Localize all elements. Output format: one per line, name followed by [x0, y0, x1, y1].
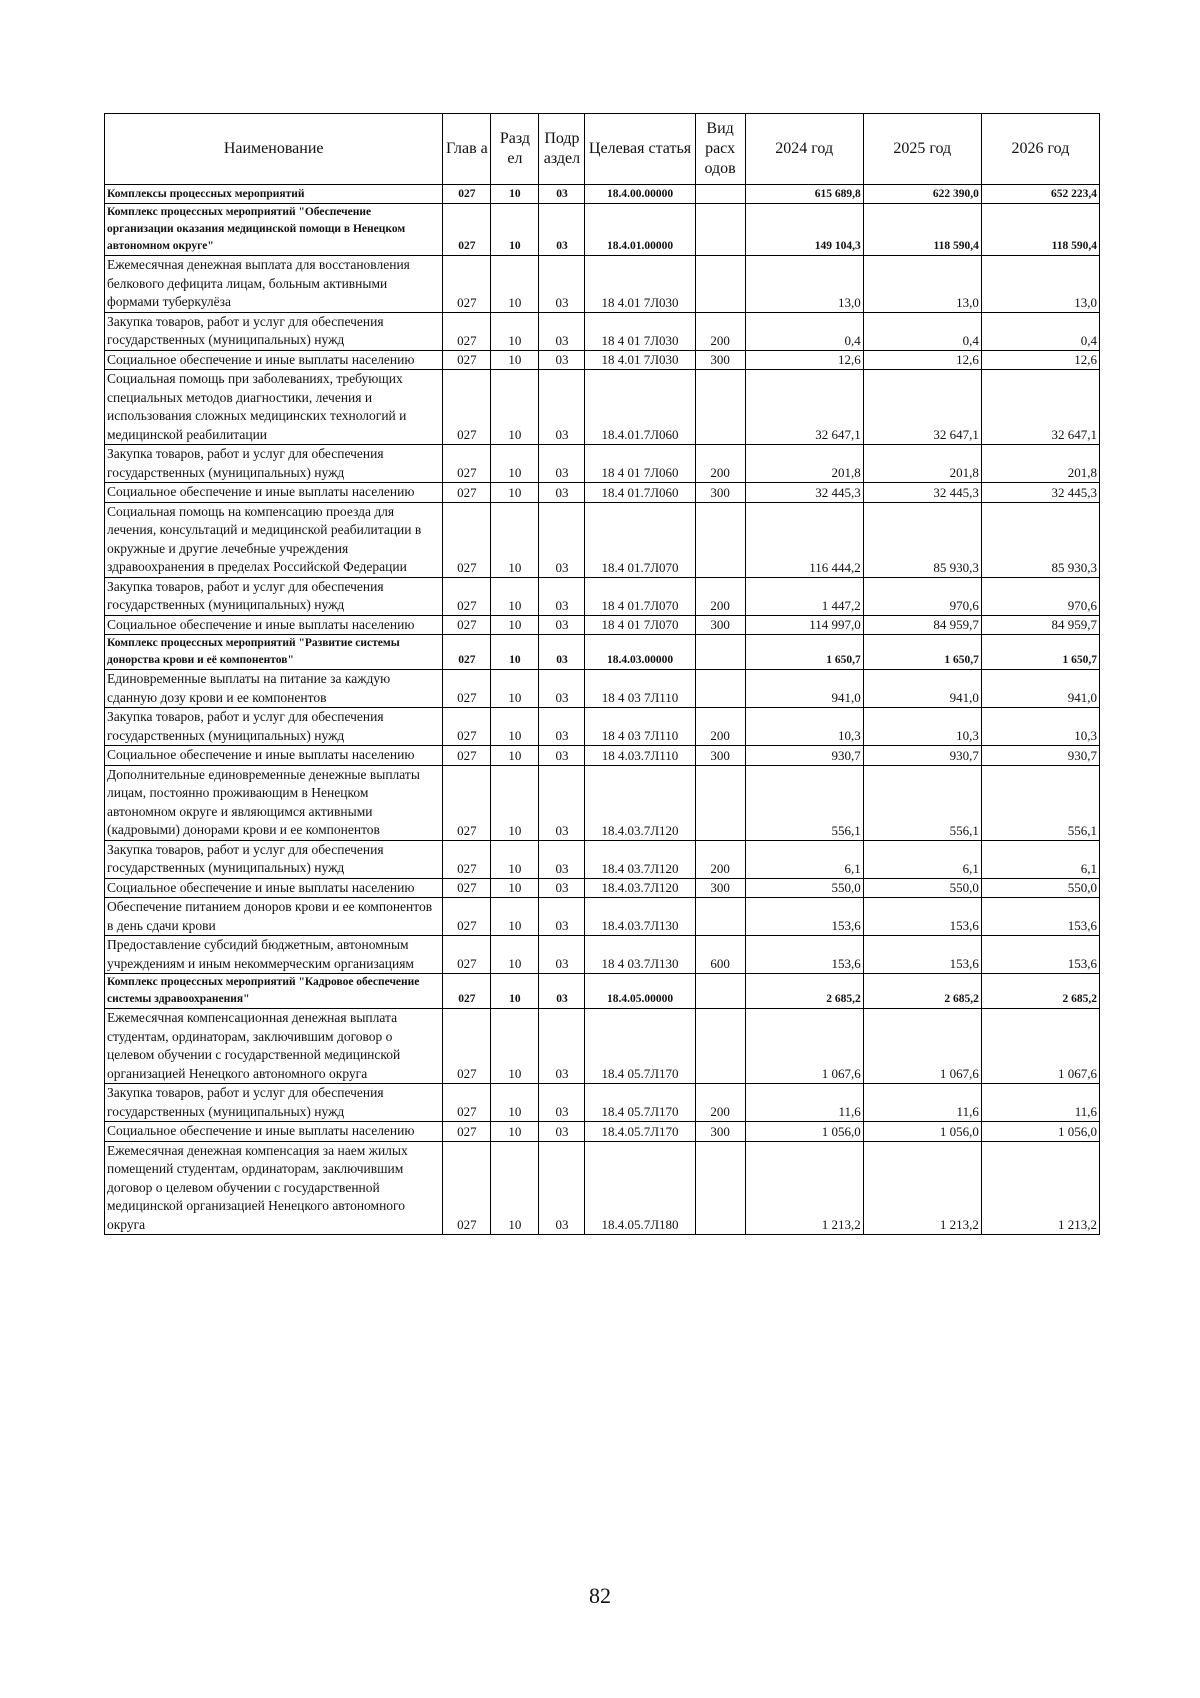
row-2025-value-cell: 556,1: [863, 765, 981, 840]
row-expense-type-cell: [695, 670, 745, 708]
row-2024-value-cell: 556,1: [745, 765, 863, 840]
row-target-article-cell: 18.4.03.7Л120: [585, 765, 695, 840]
table-row: [105, 635, 1100, 670]
row-glava-cell: 027: [443, 483, 491, 503]
table-row: [105, 370, 1100, 445]
row-target-article-cell: 18.4.00.00000: [585, 185, 695, 204]
row-target-article-cell: 18.4 01.7Л070: [585, 502, 695, 577]
row-2026-value-cell: 153,6: [981, 936, 1099, 974]
row-target-article-cell: 18.4 05.7Л170: [585, 1084, 695, 1122]
table-row: [105, 1141, 1100, 1235]
row-glava-cell: 027: [443, 502, 491, 577]
row-2025-value-cell: 13,0: [863, 256, 981, 313]
row-2024-value-cell: 149 104,3: [745, 204, 863, 256]
row-razdel-cell: 10: [491, 483, 539, 503]
row-target-article-cell: 18 4.01 7Л030: [585, 256, 695, 313]
header-year-2025: 2025 год: [863, 114, 981, 185]
table-row: [105, 1009, 1100, 1084]
row-target-article-cell: 18.4.05.7Л170: [585, 1122, 695, 1142]
row-2025-value-cell: 1 213,2: [863, 1141, 981, 1235]
row-2024-value-cell: 13,0: [745, 256, 863, 313]
row-podrazdel-cell: 03: [539, 312, 585, 350]
table-row: [105, 840, 1100, 878]
row-target-article-cell: 18 4 03.7Л130: [585, 936, 695, 974]
row-podrazdel-cell: 03: [539, 185, 585, 204]
row-2025-value-cell: 11,6: [863, 1084, 981, 1122]
row-2026-value-cell: 118 590,4: [981, 204, 1099, 256]
row-2024-value-cell: 153,6: [745, 936, 863, 974]
row-name-cell: Социальная помощь на компенсацию проезда для лечения, консультаций и медицинской реабилитации в окружные и другие лечебные учреждения здравоохранения в пределах Российской Федерации: [105, 502, 443, 577]
table-row: [105, 483, 1100, 503]
row-2024-value-cell: 6,1: [745, 840, 863, 878]
row-name-cell: Дополнительные единовременные денежные выплаты лицам, постоянно проживающим в Ненецком автономном округе и являющимся активными (кадровыми) донорами крови и ее компонентов: [105, 765, 443, 840]
row-2024-value-cell: 32 445,3: [745, 483, 863, 503]
row-2026-value-cell: 1 213,2: [981, 1141, 1099, 1235]
row-name-cell: Социальное обеспечение и иные выплаты населению: [105, 615, 443, 635]
row-2025-value-cell: 32 647,1: [863, 370, 981, 445]
row-expense-type-cell: 300: [695, 1122, 745, 1142]
row-podrazdel-cell: 03: [539, 898, 585, 936]
row-glava-cell: 027: [443, 350, 491, 370]
header-year-2026: 2026 год: [981, 114, 1099, 185]
row-podrazdel-cell: 03: [539, 746, 585, 766]
row-target-article-cell: 18.4 05.7Л170: [585, 1009, 695, 1084]
row-2025-value-cell: 1 067,6: [863, 1009, 981, 1084]
row-target-article-cell: 18.4.01.00000: [585, 204, 695, 256]
row-target-article-cell: 18 4 01.7Л070: [585, 577, 695, 615]
table-row: [105, 898, 1100, 936]
row-target-article-cell: 18.4.03.7Л130: [585, 898, 695, 936]
row-podrazdel-cell: 03: [539, 483, 585, 503]
row-2024-value-cell: 930,7: [745, 746, 863, 766]
row-glava-cell: 027: [443, 615, 491, 635]
row-razdel-cell: 10: [491, 974, 539, 1009]
row-2024-value-cell: 153,6: [745, 898, 863, 936]
table-row: [105, 350, 1100, 370]
row-podrazdel-cell: 03: [539, 840, 585, 878]
header-year-2024: 2024 год: [745, 114, 863, 185]
row-2024-value-cell: 1 067,6: [745, 1009, 863, 1084]
row-razdel-cell: 10: [491, 765, 539, 840]
row-razdel-cell: 10: [491, 577, 539, 615]
row-razdel-cell: 10: [491, 1084, 539, 1122]
row-expense-type-cell: 200: [695, 312, 745, 350]
row-glava-cell: 027: [443, 765, 491, 840]
row-2025-value-cell: 970,6: [863, 577, 981, 615]
row-name-cell: Закупка товаров, работ и услуг для обеспечения государственных (муниципальных) нужд: [105, 840, 443, 878]
row-glava-cell: 027: [443, 312, 491, 350]
row-2025-value-cell: 85 930,3: [863, 502, 981, 577]
row-2025-value-cell: 153,6: [863, 898, 981, 936]
row-2024-value-cell: 1 447,2: [745, 577, 863, 615]
row-razdel-cell: 10: [491, 204, 539, 256]
row-2026-value-cell: 0,4: [981, 312, 1099, 350]
row-2025-value-cell: 6,1: [863, 840, 981, 878]
row-razdel-cell: 10: [491, 370, 539, 445]
table-row: [105, 974, 1100, 1009]
row-name-cell: Закупка товаров, работ и услуг для обеспечения государственных (муниципальных) нужд: [105, 1084, 443, 1122]
table-row: [105, 445, 1100, 483]
row-glava-cell: 027: [443, 445, 491, 483]
row-glava-cell: 027: [443, 840, 491, 878]
row-expense-type-cell: 300: [695, 483, 745, 503]
row-2026-value-cell: 941,0: [981, 670, 1099, 708]
row-2026-value-cell: 930,7: [981, 746, 1099, 766]
header-row: [105, 114, 1100, 185]
row-podrazdel-cell: 03: [539, 1009, 585, 1084]
table-row: [105, 708, 1100, 746]
row-target-article-cell: 18.4.05.7Л180: [585, 1141, 695, 1235]
table-row: [105, 1122, 1100, 1142]
row-razdel-cell: 10: [491, 878, 539, 898]
row-podrazdel-cell: 03: [539, 1141, 585, 1235]
row-2026-value-cell: 32 647,1: [981, 370, 1099, 445]
row-target-article-cell: 18 4 03 7Л110: [585, 670, 695, 708]
row-expense-type-cell: [695, 256, 745, 313]
row-expense-type-cell: 300: [695, 746, 745, 766]
table-row: [105, 765, 1100, 840]
row-name-cell: Социальное обеспечение и иные выплаты населению: [105, 483, 443, 503]
table-row: [105, 746, 1100, 766]
row-2026-value-cell: 6,1: [981, 840, 1099, 878]
row-2025-value-cell: 2 685,2: [863, 974, 981, 1009]
row-podrazdel-cell: 03: [539, 936, 585, 974]
row-name-cell: Ежемесячная денежная выплата для восстановления белкового дефицита лицам, больным активными формами туберкулёза: [105, 256, 443, 313]
row-2025-value-cell: 941,0: [863, 670, 981, 708]
row-2024-value-cell: 12,6: [745, 350, 863, 370]
row-target-article-cell: 18.4.03.7Л120: [585, 878, 695, 898]
row-razdel-cell: 10: [491, 1122, 539, 1142]
row-target-article-cell: 18.4.01.7Л060: [585, 370, 695, 445]
row-expense-type-cell: [695, 765, 745, 840]
header-target-article: Целевая статья: [585, 114, 695, 185]
row-2024-value-cell: 10,3: [745, 708, 863, 746]
row-2026-value-cell: 1 056,0: [981, 1122, 1099, 1142]
row-podrazdel-cell: 03: [539, 370, 585, 445]
row-2026-value-cell: 11,6: [981, 1084, 1099, 1122]
row-target-article-cell: 18.4.05.00000: [585, 974, 695, 1009]
row-2025-value-cell: 153,6: [863, 936, 981, 974]
row-2024-value-cell: 32 647,1: [745, 370, 863, 445]
row-podrazdel-cell: 03: [539, 615, 585, 635]
row-podrazdel-cell: 03: [539, 974, 585, 1009]
row-expense-type-cell: 200: [695, 1084, 745, 1122]
row-razdel-cell: 10: [491, 350, 539, 370]
row-expense-type-cell: 200: [695, 840, 745, 878]
row-2024-value-cell: 1 056,0: [745, 1122, 863, 1142]
row-razdel-cell: 10: [491, 445, 539, 483]
row-name-cell: Предоставление субсидий бюджетным, автономным учреждениям и иным некоммерческим организациям: [105, 936, 443, 974]
row-name-cell: Закупка товаров, работ и услуг для обеспечения государственных (муниципальных) нужд: [105, 445, 443, 483]
row-expense-type-cell: [695, 635, 745, 670]
row-glava-cell: 027: [443, 577, 491, 615]
row-razdel-cell: 10: [491, 746, 539, 766]
table-row: [105, 256, 1100, 313]
row-2024-value-cell: 1 650,7: [745, 635, 863, 670]
row-podrazdel-cell: 03: [539, 502, 585, 577]
table-row: [105, 936, 1100, 974]
row-2025-value-cell: 1 056,0: [863, 1122, 981, 1142]
row-2026-value-cell: 550,0: [981, 878, 1099, 898]
row-razdel-cell: 10: [491, 312, 539, 350]
row-razdel-cell: 10: [491, 936, 539, 974]
row-2024-value-cell: 201,8: [745, 445, 863, 483]
header-name: Наименование: [105, 114, 443, 185]
row-razdel-cell: 10: [491, 635, 539, 670]
row-2026-value-cell: 556,1: [981, 765, 1099, 840]
row-name-cell: Социальная помощь при заболеваниях, требующих специальных методов диагностики, лечения и использования сложных медицинских технологий и медицинской реабилитации: [105, 370, 443, 445]
row-razdel-cell: 10: [491, 708, 539, 746]
row-2025-value-cell: 930,7: [863, 746, 981, 766]
row-2024-value-cell: 941,0: [745, 670, 863, 708]
row-razdel-cell: 10: [491, 840, 539, 878]
row-name-cell: Комплексы процессных мероприятий: [105, 185, 443, 204]
row-podrazdel-cell: 03: [539, 708, 585, 746]
row-2025-value-cell: 1 650,7: [863, 635, 981, 670]
row-name-cell: Комплекс процессных мероприятий "Обеспечение организации оказания медицинской помощи в Ненецком автономном округе": [105, 204, 443, 256]
row-target-article-cell: 18.4 01.7Л060: [585, 483, 695, 503]
row-expense-type-cell: [695, 185, 745, 204]
row-razdel-cell: 10: [491, 1141, 539, 1235]
row-2026-value-cell: 2 685,2: [981, 974, 1099, 1009]
row-2025-value-cell: 10,3: [863, 708, 981, 746]
row-glava-cell: 027: [443, 1009, 491, 1084]
row-name-cell: Ежемесячная денежная компенсация за наем жилых помещений студентам, ординаторам, заключившим договор о целевом обучении с государственной медицинской организацией Ненецкого автономного округа: [105, 1141, 443, 1235]
row-podrazdel-cell: 03: [539, 1122, 585, 1142]
row-2026-value-cell: 84 959,7: [981, 615, 1099, 635]
row-2026-value-cell: 13,0: [981, 256, 1099, 313]
row-razdel-cell: 10: [491, 502, 539, 577]
page-number: 82: [589, 1583, 611, 1608]
row-name-cell: Комплекс процессных мероприятий "Кадровое обеспечение системы здравоохранения": [105, 974, 443, 1009]
row-2025-value-cell: 622 390,0: [863, 185, 981, 204]
table-row: [105, 502, 1100, 577]
row-glava-cell: 027: [443, 635, 491, 670]
row-glava-cell: 027: [443, 878, 491, 898]
row-podrazdel-cell: 03: [539, 635, 585, 670]
row-expense-type-cell: [695, 502, 745, 577]
row-2024-value-cell: 116 444,2: [745, 502, 863, 577]
row-razdel-cell: 10: [491, 256, 539, 313]
row-2025-value-cell: 84 959,7: [863, 615, 981, 635]
header-glava: Глав а: [443, 114, 491, 185]
table-row: [105, 312, 1100, 350]
row-2026-value-cell: 201,8: [981, 445, 1099, 483]
row-glava-cell: 027: [443, 1122, 491, 1142]
row-2026-value-cell: 10,3: [981, 708, 1099, 746]
row-expense-type-cell: [695, 1141, 745, 1235]
row-2024-value-cell: 1 213,2: [745, 1141, 863, 1235]
row-glava-cell: 027: [443, 1141, 491, 1235]
table-row: [105, 878, 1100, 898]
row-2024-value-cell: 2 685,2: [745, 974, 863, 1009]
row-glava-cell: 027: [443, 204, 491, 256]
budget-table: [104, 113, 1100, 1235]
row-target-article-cell: 18.4 03.7Л120: [585, 840, 695, 878]
row-2024-value-cell: 550,0: [745, 878, 863, 898]
row-2025-value-cell: 32 445,3: [863, 483, 981, 503]
row-target-article-cell: 18.4.03.00000: [585, 635, 695, 670]
row-podrazdel-cell: 03: [539, 878, 585, 898]
row-2026-value-cell: 970,6: [981, 577, 1099, 615]
row-glava-cell: 027: [443, 185, 491, 204]
row-razdel-cell: 10: [491, 898, 539, 936]
row-2026-value-cell: 1 067,6: [981, 1009, 1099, 1084]
row-name-cell: Комплекс процессных мероприятий "Развитие системы донорства крови и её компонентов": [105, 635, 443, 670]
row-2026-value-cell: 85 930,3: [981, 502, 1099, 577]
row-podrazdel-cell: 03: [539, 350, 585, 370]
row-name-cell: Единовременные выплаты на питание за каждую сданную дозу крови и ее компонентов: [105, 670, 443, 708]
row-glava-cell: 027: [443, 256, 491, 313]
row-glava-cell: 027: [443, 936, 491, 974]
row-name-cell: Социальное обеспечение и иные выплаты населению: [105, 1122, 443, 1142]
row-podrazdel-cell: 03: [539, 445, 585, 483]
row-glava-cell: 027: [443, 898, 491, 936]
row-podrazdel-cell: 03: [539, 1084, 585, 1122]
row-2025-value-cell: 201,8: [863, 445, 981, 483]
row-expense-type-cell: 200: [695, 445, 745, 483]
row-podrazdel-cell: 03: [539, 577, 585, 615]
row-expense-type-cell: [695, 370, 745, 445]
row-glava-cell: 027: [443, 1084, 491, 1122]
row-2024-value-cell: 615 689,8: [745, 185, 863, 204]
row-target-article-cell: 18 4 01 7Л070: [585, 615, 695, 635]
row-2024-value-cell: 0,4: [745, 312, 863, 350]
header-expense-type: Вид расх одов: [695, 114, 745, 185]
row-expense-type-cell: 300: [695, 350, 745, 370]
row-name-cell: Закупка товаров, работ и услуг для обеспечения государственных (муниципальных) нужд: [105, 577, 443, 615]
row-expense-type-cell: 300: [695, 878, 745, 898]
row-razdel-cell: 10: [491, 670, 539, 708]
row-expense-type-cell: 600: [695, 936, 745, 974]
row-podrazdel-cell: 03: [539, 204, 585, 256]
row-razdel-cell: 10: [491, 185, 539, 204]
row-expense-type-cell: 200: [695, 577, 745, 615]
row-glava-cell: 027: [443, 708, 491, 746]
row-expense-type-cell: [695, 1009, 745, 1084]
row-expense-type-cell: [695, 204, 745, 256]
row-2026-value-cell: 32 445,3: [981, 483, 1099, 503]
table-row: [105, 185, 1100, 204]
row-2024-value-cell: 114 997,0: [745, 615, 863, 635]
row-expense-type-cell: [695, 898, 745, 936]
row-2025-value-cell: 12,6: [863, 350, 981, 370]
row-2026-value-cell: 12,6: [981, 350, 1099, 370]
table-row: [105, 670, 1100, 708]
table-row: [105, 204, 1100, 256]
row-name-cell: Закупка товаров, работ и услуг для обеспечения государственных (муниципальных) нужд: [105, 708, 443, 746]
row-2025-value-cell: 118 590,4: [863, 204, 981, 256]
row-razdel-cell: 10: [491, 1009, 539, 1084]
table-row: [105, 577, 1100, 615]
table-row: [105, 1084, 1100, 1122]
table-body: [105, 185, 1100, 1235]
row-2025-value-cell: 0,4: [863, 312, 981, 350]
row-2025-value-cell: 550,0: [863, 878, 981, 898]
row-name-cell: Социальное обеспечение и иные выплаты населению: [105, 350, 443, 370]
row-target-article-cell: 18 4.01 7Л030: [585, 350, 695, 370]
row-2026-value-cell: 1 650,7: [981, 635, 1099, 670]
table-header: [105, 114, 1100, 185]
row-target-article-cell: 18 4 01 7Л030: [585, 312, 695, 350]
row-podrazdel-cell: 03: [539, 765, 585, 840]
row-glava-cell: 027: [443, 974, 491, 1009]
row-glava-cell: 027: [443, 370, 491, 445]
row-target-article-cell: 18 4.03.7Л110: [585, 746, 695, 766]
row-target-article-cell: 18 4 01 7Л060: [585, 445, 695, 483]
header-podrazdel: Подр аздел: [539, 114, 585, 185]
header-razdel: Разд ел: [491, 114, 539, 185]
row-name-cell: Ежемесячная компенсационная денежная выплата студентам, ординаторам, заключившим договор о целевом обучении с государственной медицинской организацией Ненецкого автономного округа: [105, 1009, 443, 1084]
row-2026-value-cell: 652 223,4: [981, 185, 1099, 204]
row-expense-type-cell: [695, 974, 745, 1009]
row-podrazdel-cell: 03: [539, 670, 585, 708]
row-name-cell: Обеспечение питанием доноров крови и ее компонентов в день сдачи крови: [105, 898, 443, 936]
row-name-cell: Социальное обеспечение и иные выплаты населению: [105, 878, 443, 898]
row-name-cell: Социальное обеспечение и иные выплаты населению: [105, 746, 443, 766]
table-row: [105, 615, 1100, 635]
row-glava-cell: 027: [443, 746, 491, 766]
row-2024-value-cell: 11,6: [745, 1084, 863, 1122]
row-2026-value-cell: 153,6: [981, 898, 1099, 936]
row-name-cell: Закупка товаров, работ и услуг для обеспечения государственных (муниципальных) нужд: [105, 312, 443, 350]
row-podrazdel-cell: 03: [539, 256, 585, 313]
row-razdel-cell: 10: [491, 615, 539, 635]
row-glava-cell: 027: [443, 670, 491, 708]
row-expense-type-cell: 200: [695, 708, 745, 746]
row-target-article-cell: 18 4 03 7Л110: [585, 708, 695, 746]
row-expense-type-cell: 300: [695, 615, 745, 635]
